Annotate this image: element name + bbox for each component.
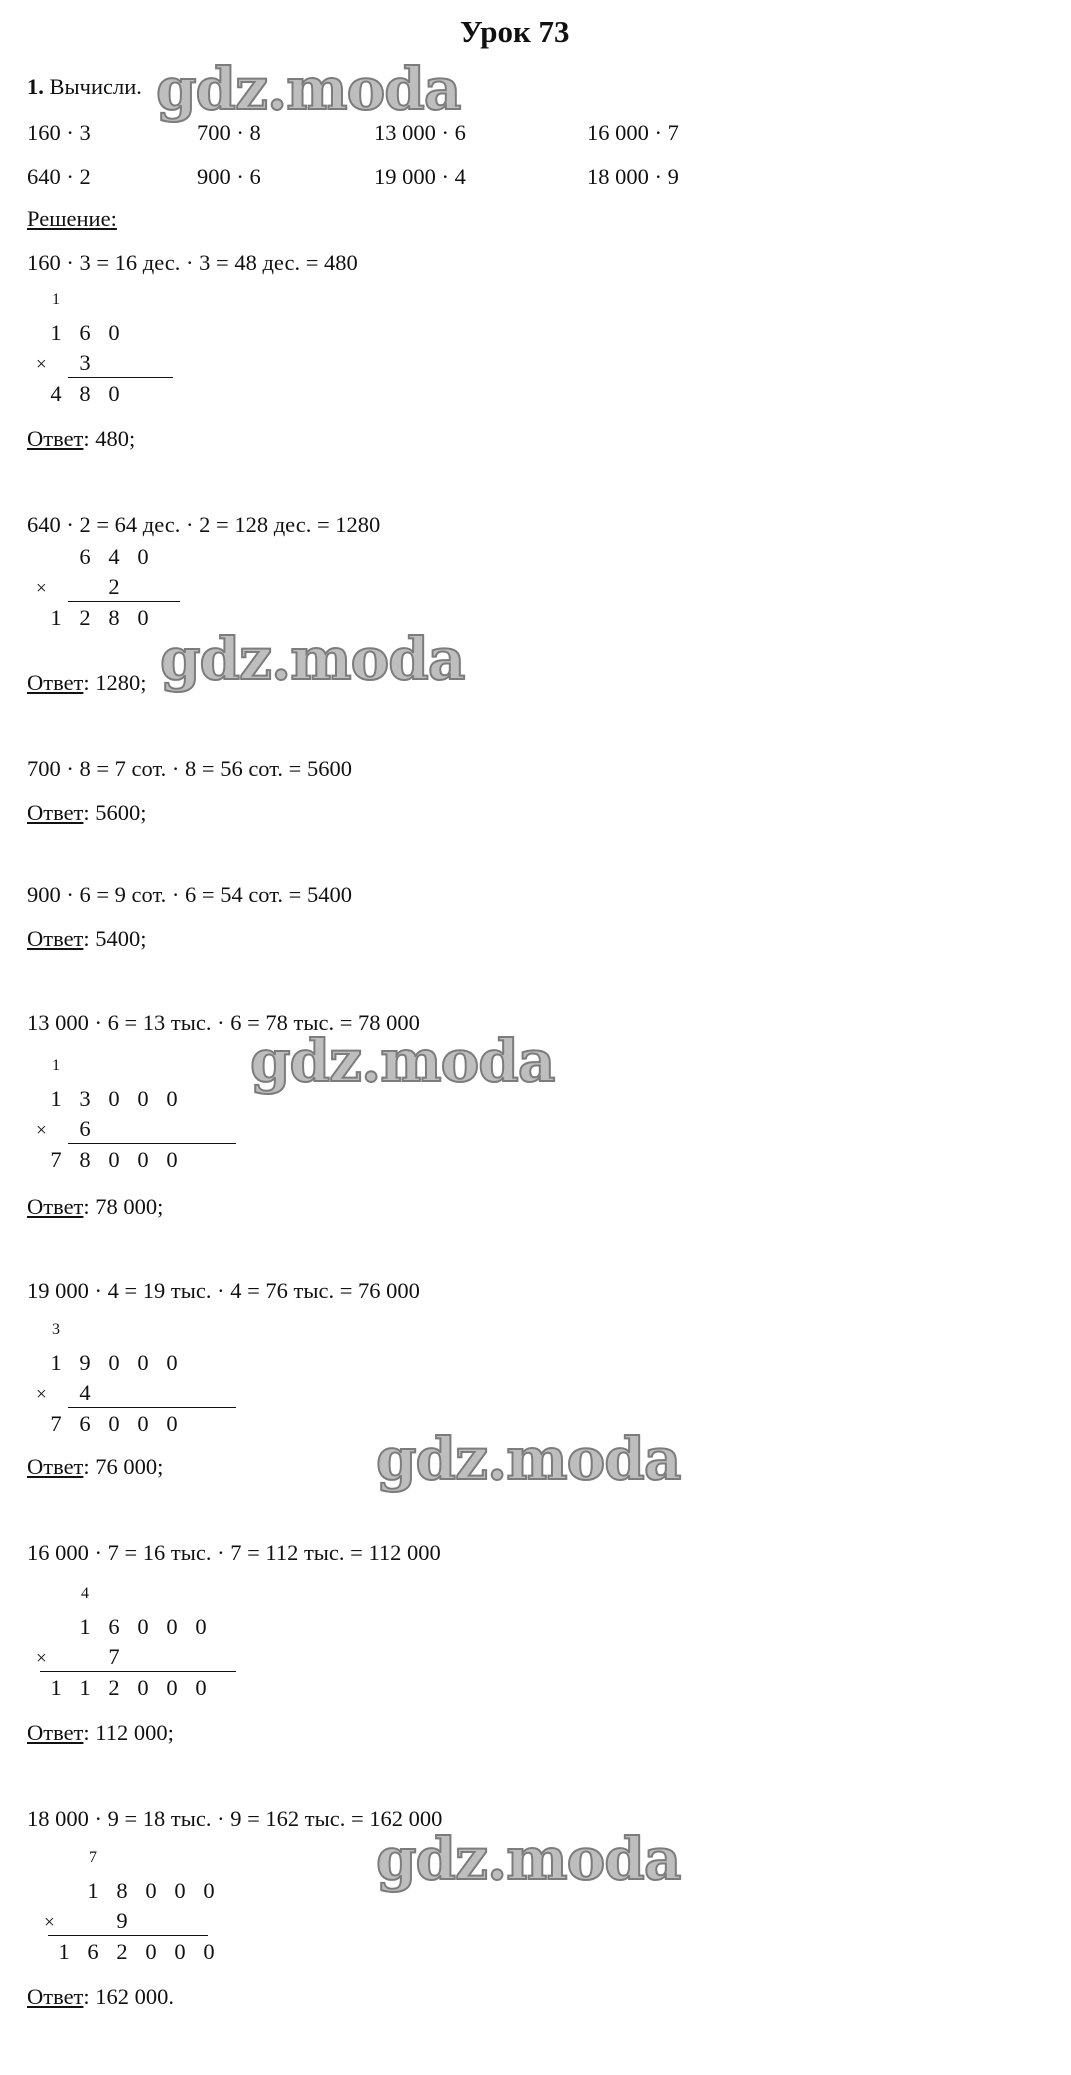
answer-1 [27,428,135,451]
digit: 1 [79,1675,91,1700]
digit: 2 [108,1675,120,1700]
digit: 1 [50,320,62,345]
result-line [40,1671,236,1672]
answer-label: Ответ [27,1984,84,2009]
digit: 9 [79,1350,91,1375]
answer-label: Ответ [27,670,84,695]
task-6: 900 · 6 [197,164,261,189]
answer-value: : 1280; [83,670,147,695]
digit: 1 [50,1350,62,1375]
digit: 0 [166,1147,178,1172]
result-line [68,1407,236,1408]
times-sign: × [36,354,47,375]
times-sign: × [36,1384,47,1405]
watermark: gdz.moda [376,1425,681,1493]
task-8: 18 000 · 9 [587,164,679,189]
equation-5: 13 000 · 6 = 13 тыс. · 6 = 78 тыс. = 78 000 [27,1010,420,1035]
digit: 7 [50,1411,62,1436]
task-7: 19 000 · 4 [374,164,466,189]
answer-4 [27,928,147,951]
digit: 9 [116,1908,128,1933]
answer-value: : 162 000. [83,1984,175,2009]
result-line [68,1143,236,1144]
answer-value: : 112 000; [83,1720,174,1745]
exercise-instruction: Вычисли. [49,74,142,99]
exercise-heading [27,76,142,99]
digit: 0 [166,1675,178,1700]
exercise-number: 1. [27,74,44,99]
answer-label: Ответ [27,800,84,825]
solution-label: Решение: [27,206,117,231]
answer-label: Ответ [27,1720,84,1745]
digit: 0 [203,1878,215,1903]
digit: 4 [108,544,120,569]
answer-value: : 78 000; [83,1194,164,1219]
watermark: gdz.moda [250,1027,555,1095]
digit: 8 [108,605,120,630]
digit: 0 [137,1675,149,1700]
digit: 6 [79,544,91,569]
digit: 0 [108,1086,120,1111]
answer-label: Ответ [27,1194,84,1219]
watermark: gdz.moda [156,55,461,123]
digit: 0 [166,1411,178,1436]
equation-1: 160 · 3 = 16 дес. · 3 = 48 дес. = 480 [27,250,358,275]
task-4: 16 000 · 7 [587,120,679,145]
answer-label: Ответ [27,926,84,951]
digit: 2 [108,574,120,599]
times-sign: × [44,1912,55,1933]
digit: 0 [108,381,120,406]
watermark: gdz.moda [376,1825,681,1893]
digit: 0 [108,320,120,345]
digit: 1 [87,1878,99,1903]
digit: 0 [108,1350,120,1375]
digit: 7 [108,1644,120,1669]
digit: 0 [145,1878,157,1903]
digit: 2 [116,1939,128,1964]
digit: 0 [203,1939,215,1964]
digit: 6 [108,1614,120,1639]
equation-8: 18 000 · 9 = 18 тыс. · 9 = 162 тыс. = 162 000 [27,1806,443,1831]
watermark: gdz.moda [160,625,465,693]
digit: 0 [137,1086,149,1111]
answer-label: Ответ [27,426,84,451]
answer-3 [27,802,147,825]
answer-label: Ответ [27,1454,84,1479]
digit: 0 [195,1614,207,1639]
digit: 0 [137,1147,149,1172]
digit: 6 [79,1411,91,1436]
digit: 0 [108,1411,120,1436]
digit: 7 [50,1147,62,1172]
digit: 4 [79,1380,91,1405]
digit: 0 [137,1350,149,1375]
digit: 6 [87,1939,99,1964]
digit: 3 [79,350,91,375]
task-5: 640 · 2 [27,164,91,189]
answer-2 [27,672,147,695]
digit: 6 [79,320,91,345]
times-sign: × [36,578,47,599]
answer-value: : 5400; [83,926,147,951]
digit: 4 [50,381,62,406]
digit: 0 [166,1086,178,1111]
digit: 8 [79,381,91,406]
digit: 1 [79,1614,91,1639]
digit: 1 [50,605,62,630]
equation-7: 16 000 · 7 = 16 тыс. · 7 = 112 тыс. = 112 000 [27,1540,441,1565]
digit: 1 [50,1675,62,1700]
answer-7 [27,1722,174,1745]
times-sign: × [36,1120,47,1141]
digit: 3 [79,1086,91,1111]
digit: 2 [79,605,91,630]
digit: 0 [137,544,149,569]
task-2: 700 · 8 [197,120,261,145]
digit: 1 [58,1939,70,1964]
digit: 8 [79,1147,91,1172]
equation-3: 700 · 8 = 7 сот. · 8 = 56 сот. = 5600 [27,756,352,781]
digit: 0 [137,1411,149,1436]
digit: 0 [166,1614,178,1639]
answer-8 [27,1986,174,2009]
equation-4: 900 · 6 = 9 сот. · 6 = 54 сот. = 5400 [27,882,352,907]
digit: 0 [166,1350,178,1375]
equation-2: 640 · 2 = 64 дес. · 2 = 128 дес. = 1280 [27,512,381,537]
answer-value: : 5600; [83,800,147,825]
digit: 0 [137,1614,149,1639]
digit: 0 [174,1878,186,1903]
digit: 0 [195,1675,207,1700]
digit: 0 [145,1939,157,1964]
answer-5 [27,1196,163,1219]
result-line [48,1935,208,1936]
answer-value: : 480; [83,426,136,451]
answer-6 [27,1456,163,1479]
digit: 0 [137,605,149,630]
task-1: 160 · 3 [27,120,91,145]
task-3: 13 000 · 6 [374,120,466,145]
digit: 8 [116,1878,128,1903]
times-sign: × [36,1648,47,1669]
answer-value: : 76 000; [83,1454,164,1479]
result-line [68,601,180,602]
digit: 0 [174,1939,186,1964]
page-title: Урок 73 [460,14,570,49]
digit: 6 [79,1116,91,1141]
digit: 1 [50,1086,62,1111]
digit: 0 [108,1147,120,1172]
result-line [68,377,173,378]
equation-6: 19 000 · 4 = 19 тыс. · 4 = 76 тыс. = 76 000 [27,1278,420,1303]
